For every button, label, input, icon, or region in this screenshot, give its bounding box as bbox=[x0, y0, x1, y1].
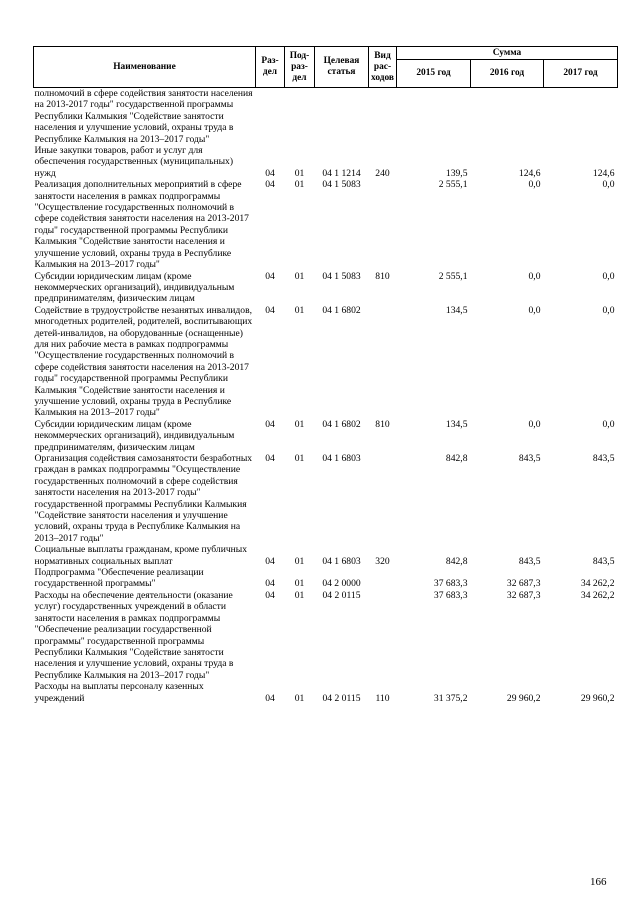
row-subsection: 01 bbox=[294, 692, 305, 704]
row-sum-2017: 124,6 bbox=[592, 167, 615, 179]
table-row bbox=[34, 681, 618, 704]
row-section: 04 bbox=[265, 555, 275, 567]
row-sum-2015: 2 555,1 bbox=[438, 179, 468, 191]
row-name: Организация содействия самозанятости безработных граждан в рамках подпрограммы "Осуществление государственных полномочий в сфере содействия занятости населения на 2013-2017 годы" государственной программы Республики Калмыкия "Содействие занятости населения и улучшение условий, охраны труда в Республике Калмыкия на 2013–2017 годы" bbox=[34, 453, 253, 544]
row-sum-2016: 843,5 bbox=[518, 555, 541, 567]
row-subsection: 01 bbox=[294, 270, 305, 282]
row-sum-2016: 0,0 bbox=[528, 418, 541, 430]
budget-document bbox=[33, 46, 617, 704]
row-name: Реализация дополнительных мероприятий в сфере занятости населения в рамках подпрограммы "Осуществление государственных полномочий в сфере содействия занятости населения на 2013-2017 годы" государственной программы Республики Калмыкия "Содействие занятости населения и улучшение условий, охраны труда в Республике Калмыкия на 2013–2017 годы" bbox=[34, 179, 249, 271]
row-subsection: 01 bbox=[294, 453, 305, 464]
row-target: 04 1 6802 bbox=[322, 304, 361, 316]
table-row bbox=[34, 590, 618, 681]
row-section: 04 bbox=[265, 589, 275, 601]
row-sum-2017 bbox=[544, 88, 618, 146]
row-section: 04 bbox=[265, 453, 275, 464]
row-expense-type: 810 bbox=[375, 418, 390, 430]
row-section: 04 bbox=[265, 167, 275, 179]
table-row bbox=[34, 305, 618, 419]
row-section: 04 bbox=[265, 692, 275, 704]
header-name: Наименование bbox=[34, 47, 256, 88]
row-expense-type: 240 bbox=[375, 167, 390, 179]
row-sum-2015 bbox=[397, 88, 471, 146]
row-sum-2015: 134,5 bbox=[445, 418, 468, 430]
header-section: Раз-дел bbox=[256, 47, 285, 88]
table-header bbox=[34, 47, 618, 88]
row-name: Расходы на выплаты персоналу казенных учреждений bbox=[34, 681, 204, 704]
header-2017: 2017 год bbox=[544, 60, 618, 88]
row-target: 04 1 5083 bbox=[322, 179, 361, 191]
row-target: 04 1 6803 bbox=[322, 453, 361, 464]
row-name: Содействие в трудоустройстве незанятых инвалидов, многодетных родителей, родителей, воспитывающих детей-инвалидов, на оборудованные (оснащенные) для них рабочие места в рамках подпрограммы "Осуществление государственных полномочий в сфере содействия занятости населения на 2013-2017 годы" государственной программы Республики Калмыкия "Содействие занятости населения и улучшение условий, охраны труда в Республике Калмыкия на 2013–2017 годы" bbox=[34, 304, 253, 419]
header-2015: 2015 год bbox=[397, 60, 471, 88]
row-subsection: 01 bbox=[294, 555, 305, 567]
row-sum-2016: 32 687,3 bbox=[506, 578, 541, 590]
row-target bbox=[315, 88, 369, 146]
row-expense-type bbox=[369, 590, 397, 681]
row-sum-2017: 0,0 bbox=[602, 270, 615, 282]
row-subsection: 01 bbox=[294, 418, 305, 430]
row-target: 04 2 0115 bbox=[322, 692, 361, 704]
row-name: Расходы на обеспечение деятельности (оказание услуг) государственных учреждений в области занятости населения в рамках подпрограммы "Обеспечение реализации государственной программы" государственной программы Республики Калмыкия "Содействие занятости населения и улучшение условий, охраны труда в Республике Калмыкия на 2013–2017 годы" bbox=[34, 589, 234, 681]
row-subsection bbox=[285, 88, 315, 146]
row-subsection: 01 bbox=[294, 179, 305, 191]
row-section: 04 bbox=[265, 418, 275, 430]
row-sum-2015: 37 683,3 bbox=[433, 589, 468, 601]
row-name: Социальные выплаты гражданам, кроме публичных нормативных социальных выплат bbox=[34, 544, 248, 567]
budget-table bbox=[33, 46, 618, 704]
row-sum-2017: 0,0 bbox=[602, 304, 615, 316]
row-sum-2015: 31 375,2 bbox=[433, 692, 468, 704]
table-row bbox=[34, 179, 618, 270]
row-name: Подпрограмма "Обеспечение реализации государственной программы" bbox=[34, 567, 204, 590]
header-subsection: Под-раз-дел bbox=[285, 47, 315, 88]
row-name: Субсидии юридическим лицам (кроме некоммерческих организаций), индивидуальным предпринимателям, физическим лицам bbox=[34, 270, 235, 305]
row-sum-2016: 29 960,2 bbox=[506, 692, 541, 704]
row-target: 04 1 1214 bbox=[322, 167, 361, 179]
row-expense-type: 320 bbox=[375, 555, 390, 567]
header-2016: 2016 год bbox=[471, 60, 544, 88]
row-sum-2016: 32 687,3 bbox=[506, 589, 541, 601]
table-row bbox=[34, 419, 618, 453]
row-subsection: 01 bbox=[294, 589, 305, 601]
table-row bbox=[34, 567, 618, 590]
row-expense-type bbox=[369, 179, 397, 270]
row-sum-2016: 0,0 bbox=[528, 304, 541, 316]
row-sum-2015: 2 555,1 bbox=[438, 270, 468, 282]
row-sum-2015: 842,8 bbox=[445, 453, 468, 464]
row-expense-type bbox=[369, 453, 397, 544]
row-sum-2017: 29 960,2 bbox=[580, 692, 615, 704]
table-row bbox=[34, 271, 618, 305]
row-name: полномочий в сфере содействия занятости населения на 2013-2017 годы" государственной программы Республики Калмыкия "Содействие занятости населения и улучшение условий, охраны труда в Республике Калмыкия на 2013–2017 годы" bbox=[34, 88, 253, 145]
row-subsection: 01 bbox=[294, 304, 305, 316]
page-number: 166 bbox=[590, 876, 607, 888]
row-section: 04 bbox=[265, 179, 275, 191]
row-target: 04 2 0115 bbox=[322, 589, 361, 601]
row-sum-2015: 842,8 bbox=[445, 555, 468, 567]
row-expense-type bbox=[369, 88, 397, 146]
row-subsection: 01 bbox=[294, 578, 305, 590]
row-sum-2015: 37 683,3 bbox=[433, 578, 468, 590]
row-expense-type bbox=[369, 567, 397, 590]
row-expense-type: 110 bbox=[375, 692, 390, 704]
row-section bbox=[256, 88, 285, 146]
row-sum-2017: 34 262,2 bbox=[580, 578, 615, 590]
row-sum-2017: 0,0 bbox=[602, 418, 615, 430]
row-sum-2016 bbox=[471, 88, 544, 146]
row-sum-2017: 843,5 bbox=[592, 453, 615, 464]
row-sum-2016: 0,0 bbox=[528, 270, 541, 282]
row-section: 04 bbox=[265, 270, 275, 282]
row-subsection: 01 bbox=[294, 167, 305, 179]
table-row bbox=[34, 453, 618, 544]
row-expense-type: 810 bbox=[375, 270, 390, 282]
row-name: Субсидии юридическим лицам (кроме некоммерческих организаций), индивидуальным предпринимателям, физическим лицам bbox=[34, 418, 235, 453]
row-sum-2017: 0,0 bbox=[602, 179, 615, 191]
row-target: 04 1 6803 bbox=[322, 555, 361, 567]
row-target: 04 1 5083 bbox=[322, 270, 361, 282]
row-target: 04 1 6802 bbox=[322, 418, 361, 430]
row-sum-2015: 139,5 bbox=[445, 167, 468, 179]
table-row bbox=[34, 88, 618, 146]
row-sum-2017: 843,5 bbox=[592, 555, 615, 567]
row-name: Иные закупки товаров, работ и услуг для обеспечения государственных (муниципальных) нужд bbox=[34, 145, 234, 179]
row-section: 04 bbox=[265, 304, 275, 316]
header-target: Целевая статья bbox=[315, 47, 369, 88]
row-section: 04 bbox=[265, 578, 275, 590]
row-expense-type bbox=[369, 305, 397, 419]
table-row bbox=[34, 145, 618, 179]
row-sum-2015: 134,5 bbox=[445, 304, 468, 316]
header-expense-type: Вид рас-ходов bbox=[369, 47, 397, 88]
row-target: 04 2 0000 bbox=[322, 578, 361, 590]
row-sum-2016: 843,5 bbox=[518, 453, 541, 464]
table-row bbox=[34, 544, 618, 567]
row-sum-2017: 34 262,2 bbox=[580, 589, 615, 601]
row-sum-2016: 124,6 bbox=[518, 167, 541, 179]
header-sum: Сумма bbox=[397, 47, 618, 60]
table-body bbox=[34, 88, 618, 704]
row-sum-2016: 0,0 bbox=[528, 179, 541, 191]
